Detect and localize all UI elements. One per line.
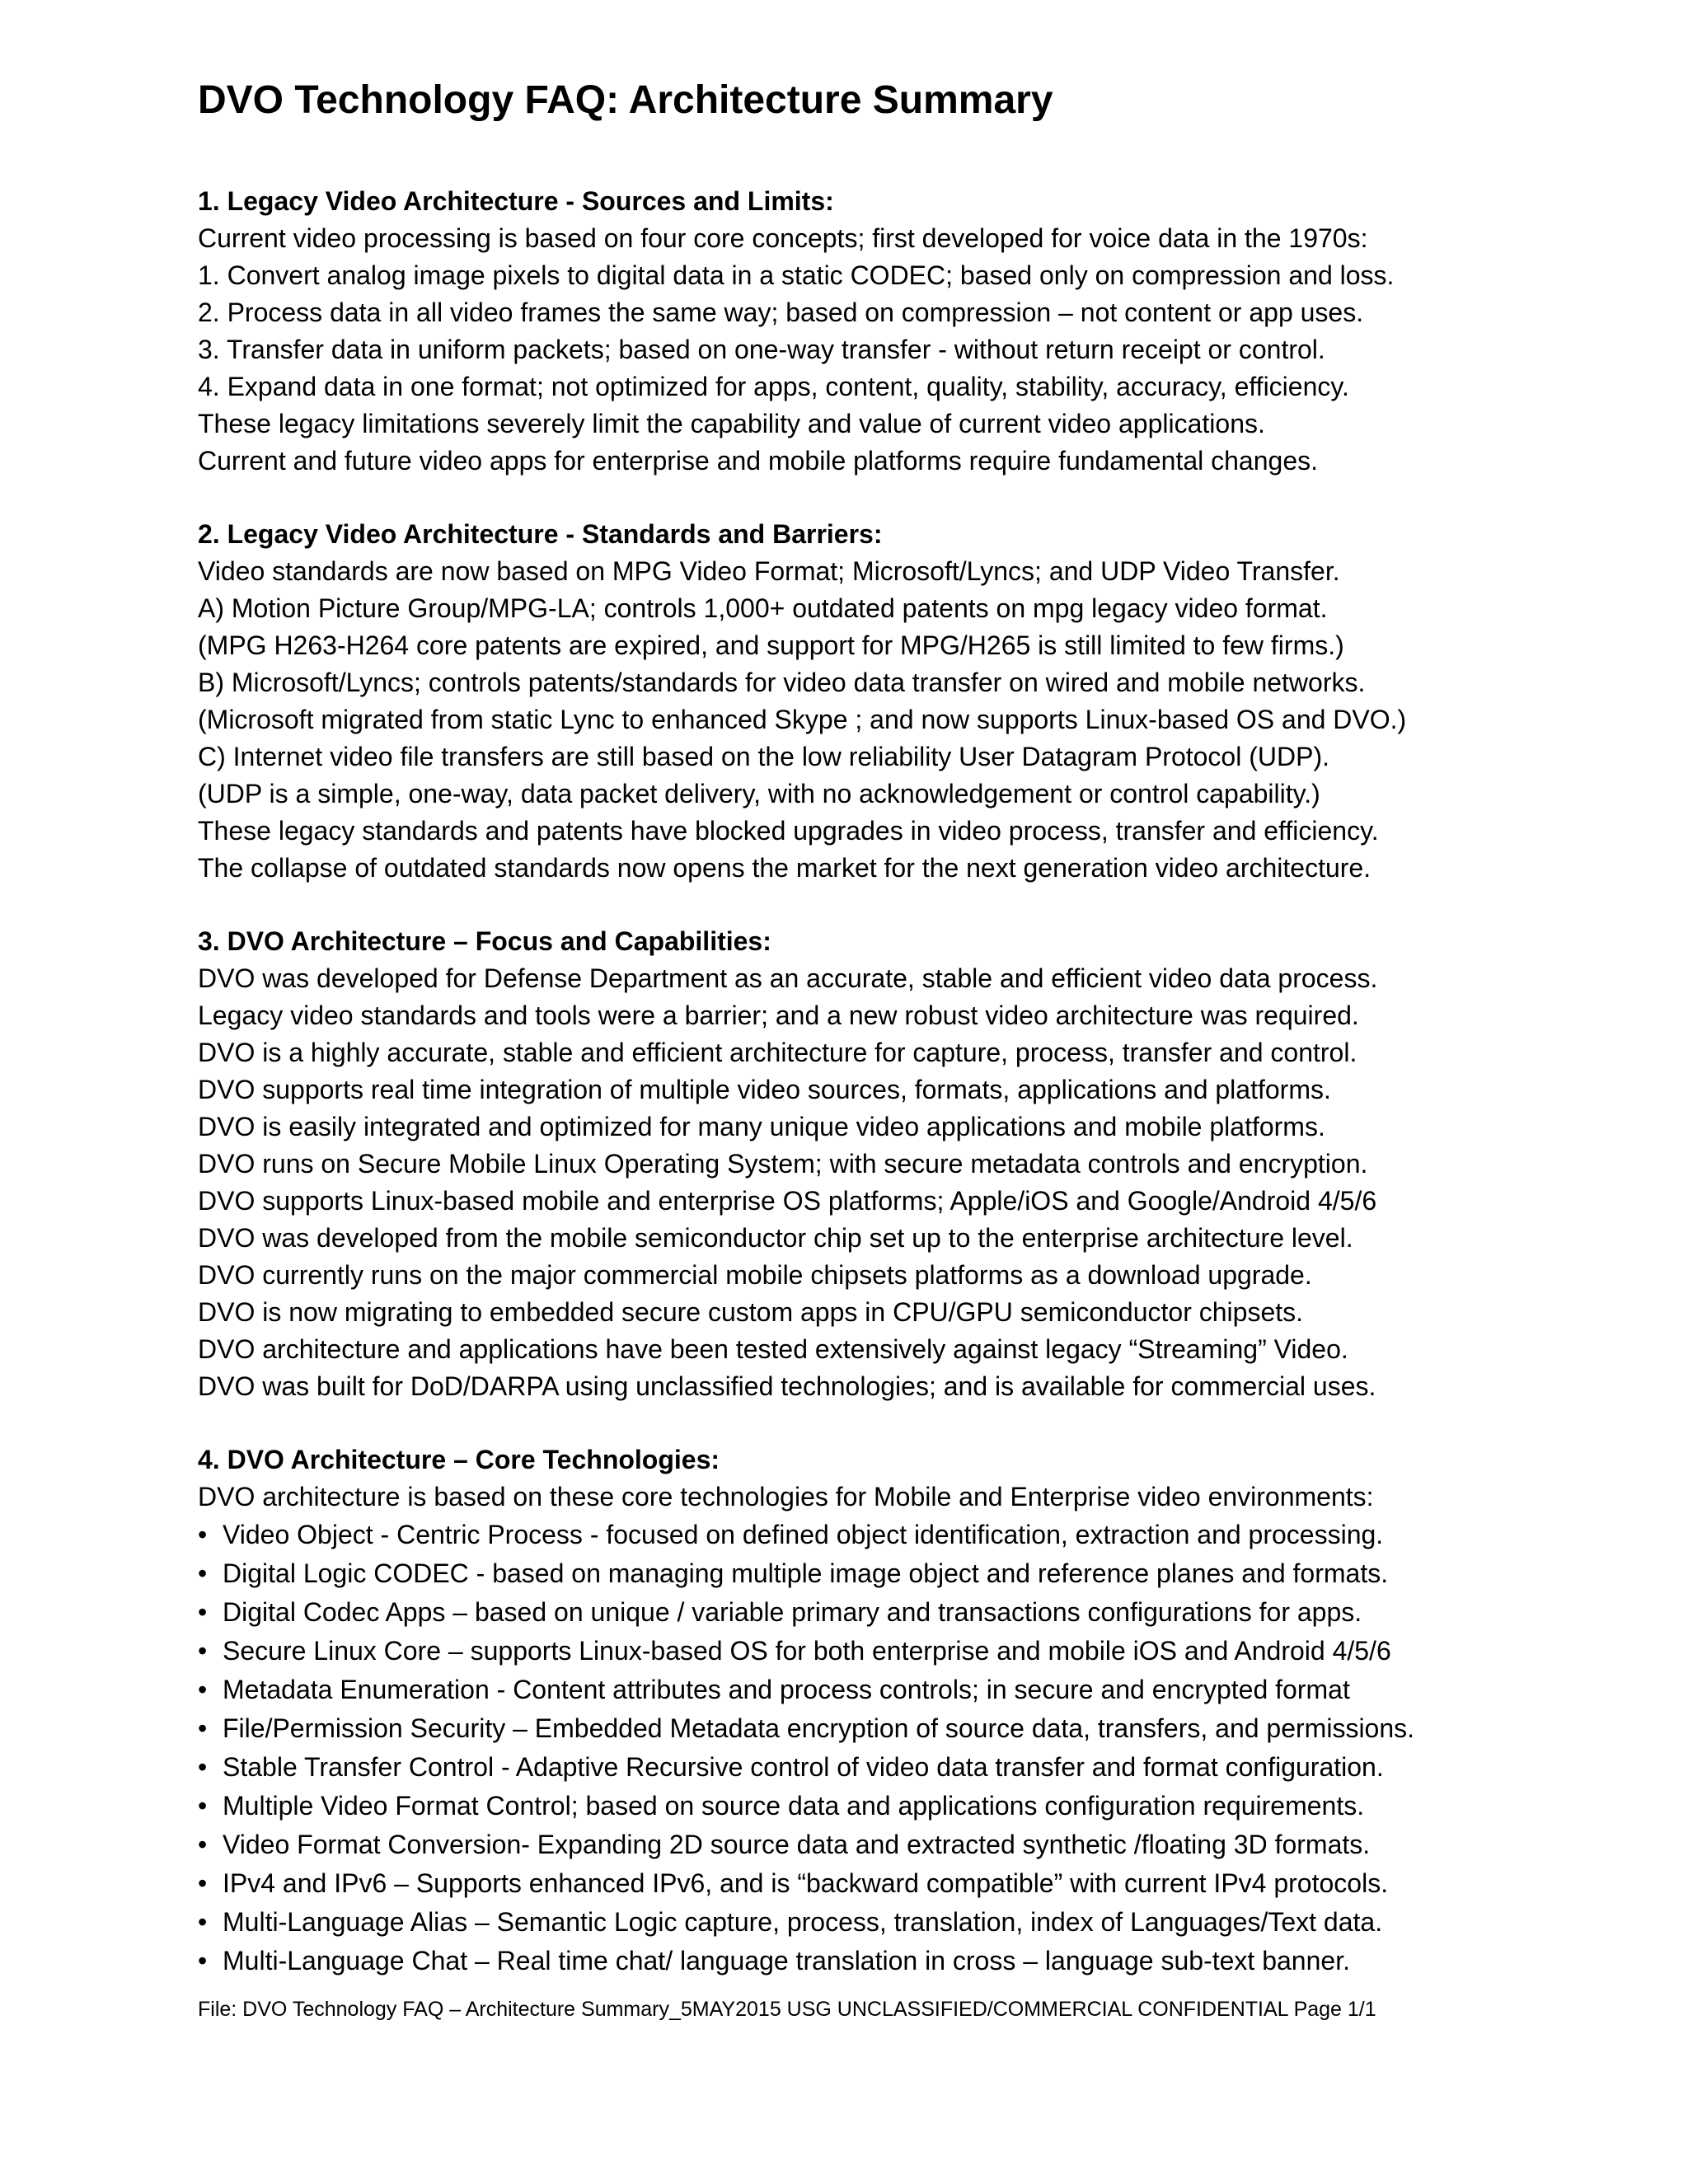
bullet-text: Multi-Language Chat – Real time chat/ language translation in cross – language sub-text banner. (223, 1946, 1350, 1975)
bullet-item (198, 1632, 1500, 1671)
paragraph-line: DVO runs on Secure Mobile Linux Operating System; with secure metadata controls and encryption. (198, 1149, 1368, 1179)
bullet-dot-icon: • (198, 1830, 208, 1859)
paragraph-line: The collapse of outdated standards now opens the market for the next generation video architecture. (198, 853, 1372, 883)
paragraph-line: DVO was built for DoD/DARPA using unclassified technologies; and is available for commercial uses. (198, 1371, 1376, 1401)
paragraph-line: 2. Process data in all video frames the same way; based on compression – not content or app uses. (198, 298, 1364, 327)
bullet-dot-icon: • (198, 1713, 208, 1743)
section-heading: 3. DVO Architecture – Focus and Capabilities: (198, 926, 771, 956)
paragraph-line: (Microsoft migrated from static Lync to enhanced Skype ; and now supports Linux-based OS and DVO.) (198, 705, 1407, 734)
paragraph-line: DVO currently runs on the major commercial mobile chipsets platforms as a download upgrade. (198, 1260, 1312, 1290)
bullet-dot-icon: • (198, 1597, 208, 1627)
bullet-dot-icon: • (198, 1791, 208, 1821)
paragraph-line: B) Microsoft/Lyncs; controls patents/standards for video data transfer on wired and mobile networks. (198, 668, 1366, 697)
bullet-text: Digital Logic CODEC - based on managing multiple image object and reference planes and formats. (223, 1558, 1389, 1588)
bullet-item (198, 1864, 1500, 1903)
paragraph-line: (UDP is a simple, one-way, data packet delivery, with no acknowledgement or control capability.) (198, 779, 1320, 808)
paragraph-line: DVO architecture is based on these core technologies for Mobile and Enterprise video environments: (198, 1482, 1374, 1511)
paragraph-line: These legacy standards and patents have blocked upgrades in video process, transfer and efficiency. (198, 816, 1379, 846)
bullet-dot-icon: • (198, 1752, 208, 1782)
paragraph-line: DVO is a highly accurate, stable and efficient architecture for capture, process, transfer and control. (198, 1038, 1357, 1067)
section-heading: 1. Legacy Video Architecture - Sources and Limits: (198, 186, 834, 216)
bullet-item (198, 1709, 1500, 1748)
document-title: DVO Technology FAQ: Architecture Summary (198, 78, 1053, 122)
bullet-item (198, 1671, 1500, 1709)
paragraph-line: DVO supports Linux-based mobile and enterprise OS platforms; Apple/iOS and Google/Android 4/5/6 (198, 1186, 1377, 1216)
bullet-item (198, 1554, 1500, 1593)
bullet-dot-icon: • (198, 1868, 208, 1898)
bullet-dot-icon: • (198, 1636, 208, 1666)
paragraph-line: DVO was developed for Defense Department as an accurate, stable and efficient video data process. (198, 963, 1378, 993)
bullet-item (198, 1825, 1500, 1864)
paragraph-line: DVO is now migrating to embedded secure custom apps in CPU/GPU semiconductor chipsets. (198, 1297, 1304, 1327)
paragraph-line: Current video processing is based on four core concepts; first developed for voice data in the 1970s: (198, 223, 1368, 253)
bullet-item (198, 1748, 1500, 1787)
bullet-text: Video Format Conversion- Expanding 2D source data and extracted synthetic /floating 3D formats. (223, 1830, 1371, 1859)
section-heading: 4. DVO Architecture – Core Technologies: (198, 1445, 720, 1474)
bullet-dot-icon: • (198, 1907, 208, 1937)
bullet-item (198, 1903, 1500, 1942)
bullet-text: Multi-Language Alias – Semantic Logic capture, process, translation, index of Languages/Text data. (223, 1907, 1383, 1937)
bullet-text: Secure Linux Core – supports Linux-based OS for both enterprise and mobile iOS and Android 4/5/6 (223, 1636, 1391, 1666)
section-legacy-sources (198, 183, 1500, 480)
bullet-dot-icon: • (198, 1946, 208, 1975)
section-heading: 2. Legacy Video Architecture - Standards and Barriers: (198, 519, 883, 549)
bullet-dot-icon: • (198, 1558, 208, 1588)
bullet-text: Stable Transfer Control - Adaptive Recursive control of video data transfer and format configuration. (223, 1752, 1384, 1782)
bullet-item (198, 1516, 1500, 1554)
paragraph-line: Video standards are now based on MPG Video Format; Microsoft/Lyncs; and UDP Video Transfer. (198, 556, 1340, 586)
paragraph-line: C) Internet video file transfers are still based on the low reliability User Datagram Protocol (UDP). (198, 742, 1329, 771)
bullet-dot-icon: • (198, 1520, 208, 1549)
bullet-item (198, 1942, 1500, 1980)
paragraph-line: 1. Convert analog image pixels to digital data in a static CODEC; based only on compression and loss. (198, 260, 1395, 290)
bullet-text: File/Permission Security – Embedded Metadata encryption of source data, transfers, and permissions. (223, 1713, 1415, 1743)
bullet-text: Metadata Enumeration - Content attributes and process controls; in secure and encrypted format (223, 1675, 1350, 1704)
section-dvo-core-technologies (198, 1441, 1500, 1980)
page-footer: File: DVO Technology FAQ – Architecture Summary_5MAY2015 USG UNCLASSIFIED/COMMERCIAL CONFIDENTIAL Page 1/1 (198, 1998, 1376, 2021)
paragraph-line: 4. Expand data in one format; not optimized for apps, content, quality, stability, accuracy, efficiency. (198, 372, 1349, 401)
document-page (198, 76, 1500, 2023)
bullet-text: Video Object - Centric Process - focused on defined object identification, extraction and processing. (223, 1520, 1384, 1549)
section-dvo-capabilities (198, 923, 1500, 1405)
paragraph-line: DVO is easily integrated and optimized for many unique video applications and mobile platforms. (198, 1112, 1325, 1141)
bullet-text: Multiple Video Format Control; based on source data and applications configuration requirements. (223, 1791, 1365, 1821)
bullet-item (198, 1787, 1500, 1825)
paragraph-line: DVO architecture and applications have been tested extensively against legacy “Streaming” Video. (198, 1334, 1348, 1364)
paragraph-line: (MPG H263-H264 core patents are expired, and support for MPG/H265 is still limited to few firms.) (198, 630, 1344, 660)
bullet-item (198, 1593, 1500, 1632)
bullet-text: Digital Codec Apps – based on unique / variable primary and transactions configurations for apps. (223, 1597, 1362, 1627)
section-legacy-standards (198, 516, 1500, 887)
paragraph-line: A) Motion Picture Group/MPG-LA; controls 1,000+ outdated patents on mpg legacy video format. (198, 593, 1328, 623)
bullet-text: IPv4 and IPv6 – Supports enhanced IPv6, and is “backward compatible” with current IPv4 protocols. (223, 1868, 1389, 1898)
paragraph-line: 3. Transfer data in uniform packets; based on one-way transfer - without return receipt or control. (198, 335, 1325, 364)
paragraph-line: Legacy video standards and tools were a barrier; and a new robust video architecture was required. (198, 1001, 1359, 1030)
paragraph-line: DVO supports real time integration of multiple video sources, formats, applications and platforms. (198, 1075, 1331, 1104)
paragraph-line: DVO was developed from the mobile semiconductor chip set up to the enterprise architecture level. (198, 1223, 1353, 1253)
bullet-dot-icon: • (198, 1675, 208, 1704)
paragraph-line: Current and future video apps for enterprise and mobile platforms require fundamental changes. (198, 446, 1318, 476)
paragraph-line: These legacy limitations severely limit the capability and value of current video applications. (198, 409, 1265, 438)
